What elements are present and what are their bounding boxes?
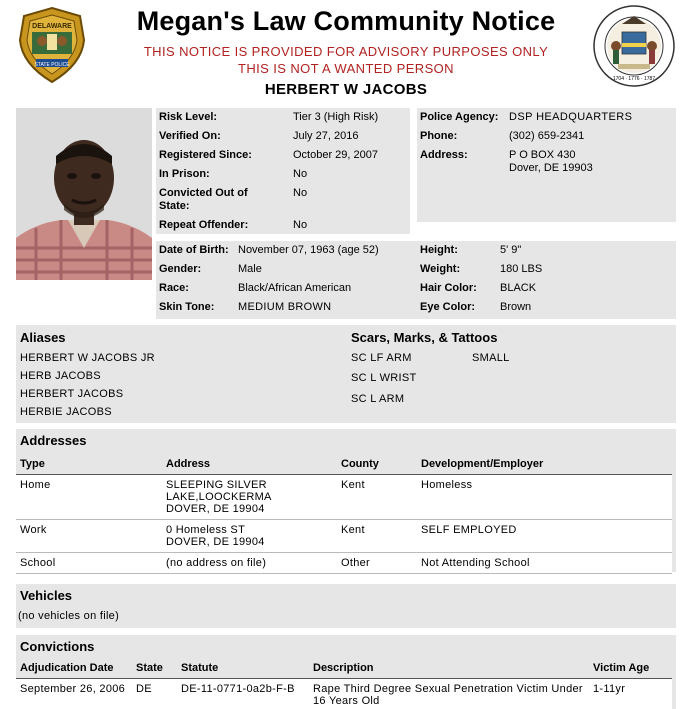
address-employer: SELF EMPLOYED xyxy=(417,520,672,553)
repeat-offender-value: No xyxy=(293,219,308,231)
address-line: 0 Homeless ST xyxy=(166,524,246,536)
risk-panel xyxy=(156,108,410,234)
conviction-statute: DE-11-0771-0a2b-F-B xyxy=(177,679,309,709)
agency-address-line2: Dover, DE 19903 xyxy=(509,162,593,174)
agency-panel xyxy=(417,108,676,222)
verified-on-value: July 27, 2016 xyxy=(293,130,359,142)
smt-location: SC L ARM xyxy=(351,393,405,405)
column-header-victim-age: Victim Age xyxy=(589,658,672,679)
page-title: Megan's Law Community Notice xyxy=(136,6,556,36)
svg-text:DELAWARE: DELAWARE xyxy=(32,23,72,30)
alias-item: HERBERT JACOBS xyxy=(20,388,124,400)
convictions-table xyxy=(16,658,672,709)
offender-photo xyxy=(16,108,152,280)
height-label: Height: xyxy=(420,244,458,256)
convicted-out-of-state-label: Convicted Out of State: xyxy=(159,187,248,212)
hair-color-label: Hair Color: xyxy=(420,282,477,294)
police-agency-label: Police Agency: xyxy=(420,111,499,123)
column-header-description: Description xyxy=(309,658,589,679)
alias-item: HERBIE JACOBS xyxy=(20,406,112,418)
column-header-statute: Statute xyxy=(177,658,309,679)
address-line: SLEEPING SILVER xyxy=(166,479,267,491)
convicted-out-of-state-value: No xyxy=(293,187,308,199)
risk-level-value: Tier 3 (High Risk) xyxy=(293,111,379,123)
gender-label: Gender: xyxy=(159,263,202,275)
alias-item: HERBERT W JACOBS JR xyxy=(20,352,155,364)
smt-location: SC LF ARM xyxy=(351,352,412,364)
conviction-description: Rape Third Degree Sexual Penetration Victim Under 16 Years Old xyxy=(309,679,589,709)
conviction-state: DE xyxy=(132,679,177,709)
registered-since-value: October 29, 2007 xyxy=(293,149,379,161)
table-row xyxy=(16,520,672,553)
address-line: DOVER, DE 19904 xyxy=(166,503,265,515)
agency-address-line1: P O BOX 430 xyxy=(509,149,576,161)
gender-value: Male xyxy=(238,263,262,275)
address-type: Home xyxy=(16,475,162,520)
dob-label: Date of Birth: xyxy=(159,244,229,256)
svg-text:STATE POLICE: STATE POLICE xyxy=(34,62,70,68)
police-agency-value: DSP HEADQUARTERS xyxy=(509,111,633,123)
vehicles-title: Vehicles xyxy=(20,588,73,603)
skin-tone-label: Skin Tone: xyxy=(159,301,215,313)
address-label: Address: xyxy=(420,149,468,161)
column-header-address: Address xyxy=(162,454,337,475)
table-row xyxy=(16,553,672,574)
eye-color-value: Brown xyxy=(500,301,532,313)
risk-level-label: Risk Level: xyxy=(159,111,218,123)
column-header-adjudication-date: Adjudication Date xyxy=(16,658,132,679)
svg-text:1704 · 1776 · 1787: 1704 · 1776 · 1787 xyxy=(612,76,656,82)
column-header-state: State xyxy=(132,658,177,679)
addresses-title: Addresses xyxy=(20,433,87,448)
repeat-offender-label: Repeat Offender: xyxy=(159,219,249,231)
state-seal-icon xyxy=(592,4,676,88)
address-county: Kent xyxy=(337,520,417,553)
eye-color-label: Eye Color: xyxy=(420,301,476,313)
skin-tone-value: MEDIUM BROWN xyxy=(238,301,332,313)
address-employer: Homeless xyxy=(417,475,672,520)
address-county: Other xyxy=(337,553,417,574)
smt-location: SC L WRIST xyxy=(351,372,417,384)
verified-on-label: Verified On: xyxy=(159,130,221,142)
column-header-type: Type xyxy=(16,454,162,475)
address-cell: (no address on file) xyxy=(162,553,337,574)
offender-name: HERBERT W JACOBS xyxy=(264,81,428,98)
personal-details-panel xyxy=(156,241,676,319)
address-line: LAKE,LOOCKERMA xyxy=(166,491,272,503)
address-cell xyxy=(162,520,337,553)
aliases-smt-panel xyxy=(16,325,676,423)
dob-value: November 07, 1963 (age 52) xyxy=(238,244,379,256)
alias-item: HERB JACOBS xyxy=(20,370,101,382)
advisory-notice: THIS NOTICE IS PROVIDED FOR ADVISORY PURPOSES ONLY xyxy=(143,44,549,59)
no-vehicles-text: (no vehicles on file) xyxy=(18,610,120,622)
address-line: DOVER, DE 19904 xyxy=(166,536,265,548)
not-wanted-notice: THIS IS NOT A WANTED PERSON xyxy=(238,61,454,76)
race-value: Black/African American xyxy=(238,282,352,294)
aliases-title: Aliases xyxy=(20,330,66,345)
weight-value: 180 LBS xyxy=(500,263,543,275)
race-label: Race: xyxy=(159,282,189,294)
state-police-badge-icon xyxy=(16,6,88,84)
convictions-title: Convictions xyxy=(20,639,95,654)
address-type: Work xyxy=(16,520,162,553)
conviction-victim-age: 1-11yr xyxy=(589,679,672,709)
registered-since-label: Registered Since: xyxy=(159,149,252,161)
address-county: Kent xyxy=(337,475,417,520)
weight-label: Weight: xyxy=(420,263,461,275)
column-header-employer: Development/Employer xyxy=(417,454,672,475)
table-row xyxy=(16,475,672,520)
column-header-county: County xyxy=(337,454,417,475)
phone-label: Phone: xyxy=(420,130,458,142)
height-value: 5' 9" xyxy=(500,244,522,256)
in-prison-value: No xyxy=(293,168,308,180)
conviction-date: September 26, 2006 xyxy=(16,679,132,709)
address-employer: Not Attending School xyxy=(417,553,672,574)
hair-color-value: BLACK xyxy=(500,282,537,294)
smt-note: SMALL xyxy=(472,352,510,364)
vehicles-panel xyxy=(16,584,676,628)
addresses-table xyxy=(16,454,672,574)
in-prison-label: In Prison: xyxy=(159,168,210,180)
smt-title: Scars, Marks, & Tattoos xyxy=(351,330,498,345)
address-cell xyxy=(162,475,337,520)
address-type: School xyxy=(16,553,162,574)
phone-value: (302) 659-2341 xyxy=(509,130,585,142)
table-row xyxy=(16,679,672,709)
